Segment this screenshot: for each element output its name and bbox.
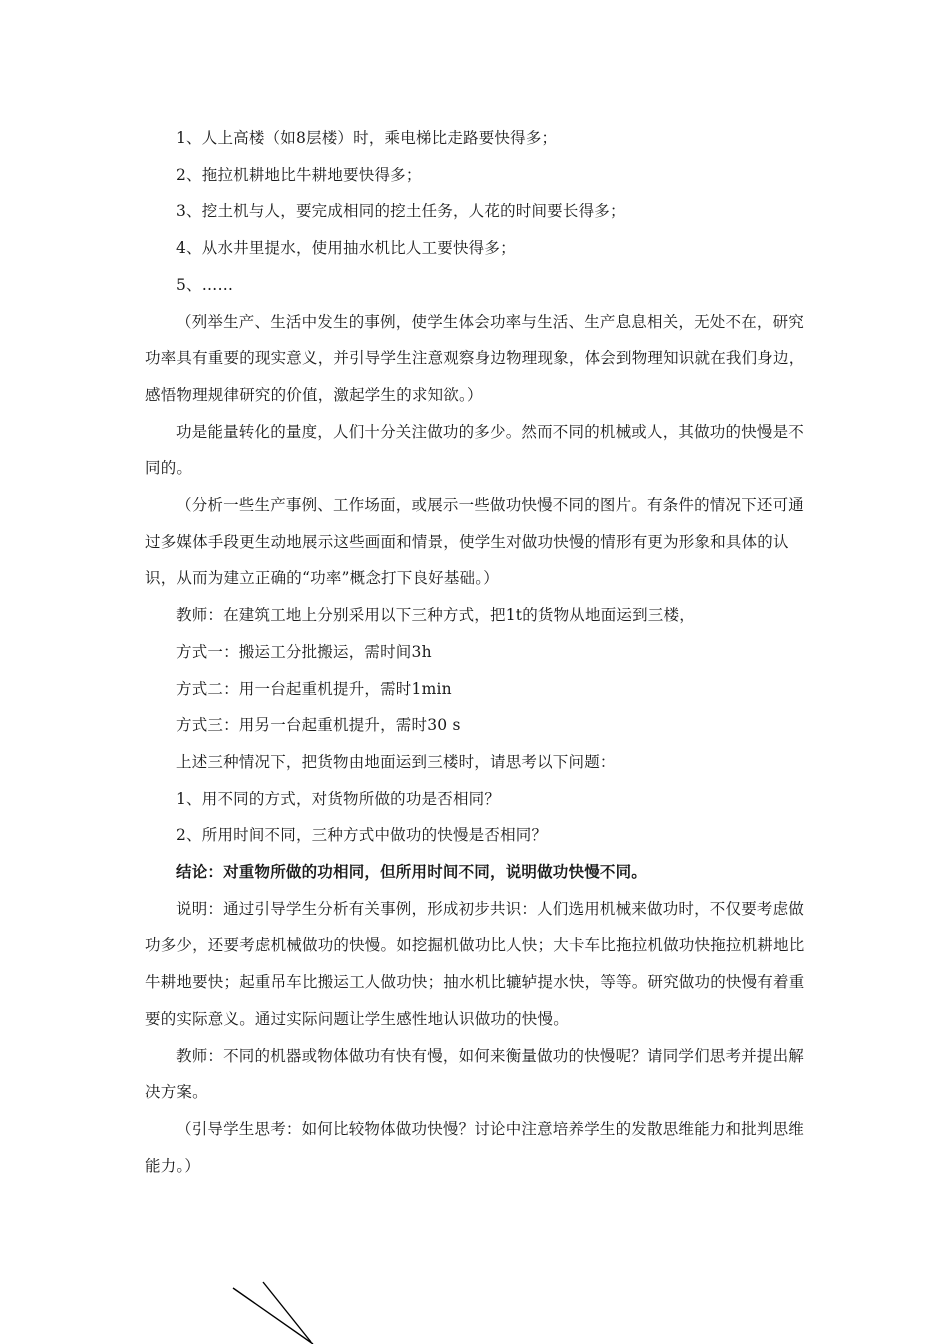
list-item-water-pump: 4、从水井里提水，使用抽水机比人工要快得多； (176, 239, 516, 258)
diagram-line-left (233, 1288, 313, 1344)
question-intro: 上述三种情况下，把货物由地面运到三楼时，请思考以下问题： (176, 752, 616, 771)
method-three: 方式三：用另一台起重机提升，需时30 s (176, 716, 461, 735)
note-analysis: （分析一些生产事例、工作场面，或展示一些做功快慢不同的图片。有条件的情况下还可通过多媒体手段更生动地展示这些画面和情景，使学生对做功快慢的情形有更为形象和具体的认识，从而为建立正确的“功率”概念打下良好基础。） (145, 496, 805, 588)
paragraph-work-energy: 功是能量转化的量度，人们十分关注做功的多少。然而不同的机械或人，其做功的快慢是不同的。 (145, 422, 805, 478)
list-item-excavator: 3、挖土机与人，要完成相同的挖土任务，人花的时间要长得多； (176, 202, 626, 221)
method-two: 方式二：用一台起重机提升，需时1min (176, 679, 452, 698)
list-item-elevator: 1、人上高楼（如8层楼）时，乘电梯比走路要快得多； (176, 129, 558, 147)
list-item-ellipsis: 5、…… (176, 275, 234, 294)
teacher-prompt-construction: 教师：在建筑工地上分别采用以下三种方式，把1t的货物从地面运到三楼， (176, 606, 695, 625)
diagram-fragment-lines (225, 1280, 325, 1344)
question-one: 1、用不同的方式，对货物所做的功是否相同？ (176, 789, 501, 808)
conclusion: 结论：对重物所做的功相同，但所用时间不同，说明做功快慢不同。 (176, 863, 648, 882)
document-body (145, 120, 810, 1184)
teacher-prompt-measure: 教师：不同的机器或物体做功有快有慢，如何来衡量做功的快慢呢？请同学们思考并提出解决方案。 (145, 1046, 805, 1102)
explanation: 说明：通过引导学生分析有关事例，形成初步共识：人们选用机械来做功时，不仅要考虑做功多少，还要考虑机械做功的快慢。如挖掘机做功比人快；大卡车比拖拉机做功快拖拉机耕地比牛耕地要快；起重吊车比搬运工人做功快；抽水机比辘轳提水快，等等。研究做功的快慢有着重要的实际意义。通过实际问题让学生感性地认识做功的快慢。 (145, 899, 805, 1028)
diagram-line-right (263, 1282, 311, 1342)
question-two: 2、所用时间不同，三种方式中做功的快慢是否相同？ (176, 826, 548, 845)
list-item-tractor: 2、拖拉机耕地比牛耕地要快得多； (176, 165, 422, 184)
note-guide-thinking: （引导学生思考：如何比较物体做功快慢？讨论中注意培养学生的发散思维能力和批判思维能力。） (145, 1119, 805, 1175)
note-examples: （列举生产、生活中发生的事例，使学生体会功率与生活、生产息息相关，无处不在，研究功率具有重要的现实意义，并引导学生注意观察身边物理现象，体会到物理知识就在我们身边，感悟物理规律研究的价值，激起学生的求知欲。） (145, 312, 805, 404)
method-one: 方式一：搬运工分批搬运，需时间3h (176, 642, 432, 661)
